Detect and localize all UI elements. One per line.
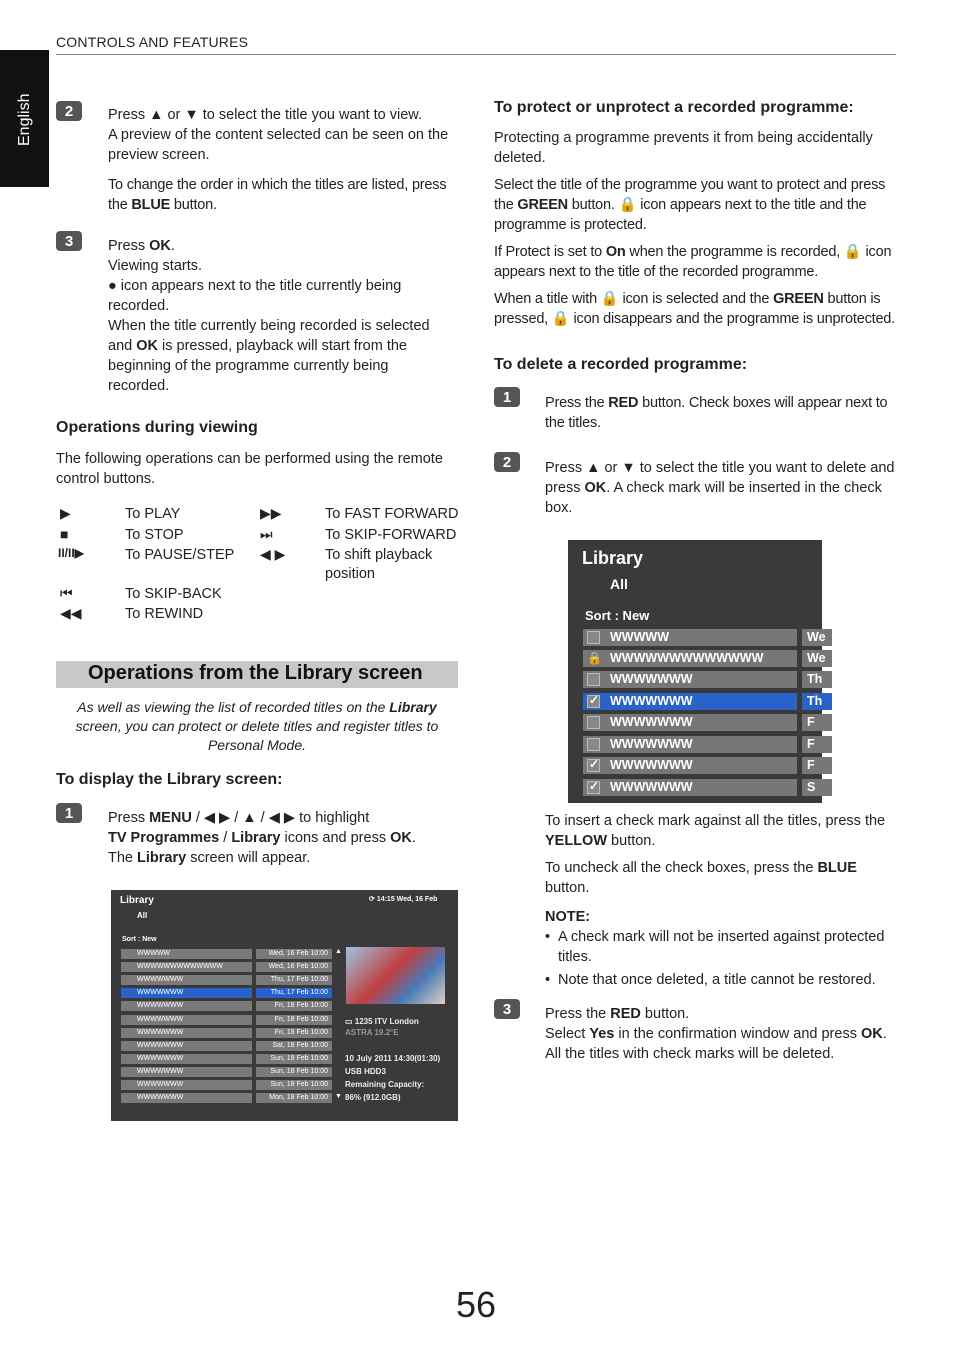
checkbox[interactable] [587,738,600,751]
library-screen-large [568,540,826,803]
remaining-value: 86% (912.0GB) [345,1093,401,1102]
note-item: • A check mark will not be inserted against protected titles. [545,929,885,965]
delete-step-2-badge: 2 [494,452,520,472]
step-3-line2: Viewing starts. [108,258,203,274]
step-2-line3: To change the order in which the titles are listed, press the BLUE button. [108,177,447,213]
list-item-date: Thu, 17 Feb 10:00 [256,988,332,998]
step-1-line1: Press MENU / ◀ ▶ / ▲ / ◀ ▶ to highlight [108,810,370,826]
step-3-line4: When the title currently being recorded is selected and OK is pressed, playback will start from the beginning of the programme currently being recorded. [108,318,430,394]
checkbox[interactable] [587,716,600,729]
step-2-badge: 2 [56,101,82,121]
list-item[interactable]: WWWWWWW [121,1001,252,1011]
step-1-line2: TV Programmes / Library icons and press OK. [108,830,416,846]
ops-heading: Operations during viewing [56,419,258,436]
scroll-down-icon[interactable]: ▼ [335,1093,342,1100]
list-item[interactable]: WWWWWWW [121,1080,252,1090]
op-skip-back: To SKIP-BACK [125,586,222,602]
library-sort: Sort : New [585,608,650,623]
note-heading: NOTE: [545,909,591,925]
delete-step-3-badge: 3 [494,999,520,1019]
fast-forward-icon: ▶▶ [260,505,282,521]
checkbox-checked[interactable] [587,695,600,708]
channel-icon: ▭ [345,1017,355,1026]
list-item-date: Thu, 17 Feb 10:00 [256,975,332,985]
preview-image [346,947,445,1004]
display-heading: To display the Library screen: [56,771,283,788]
list-item-date: Wed, 16 Feb 10:00 [256,962,332,972]
delete-step-1-text: Press the RED button. Check boxes will appear next to the titles. [545,395,888,431]
op-play: To PLAY [125,506,181,522]
list-item-date: S [802,779,832,796]
step-2-line1: Press ▲ or ▼ to select the title you want to view. [108,107,423,123]
protect-heading: To protect or unprotect a recorded programme: [494,99,854,116]
refresh-icon: ⟳ [369,896,377,903]
lock-icon: 🔒 [587,651,602,665]
list-item[interactable]: WWWWWWW [583,736,797,753]
page-number: 56 [456,1284,497,1325]
list-item[interactable]: ✓ WWWWWWW [583,757,797,774]
list-item[interactable]: WWWWWWW [121,1015,252,1025]
checkbox-checked[interactable] [587,781,600,794]
list-item[interactable]: WWWWWWW [121,1041,252,1051]
note-item: • Note that once deleted, a title cannot be restored. [545,972,876,988]
uncheck-all-text: To uncheck all the check boxes, press the BLUE button. [545,860,857,896]
remaining-label: Remaining Capacity: [345,1080,425,1089]
step-2-text [108,105,460,215]
list-item-date: Wed, 16 Feb 10:00 [256,949,332,959]
op-rewind: To REWIND [125,606,204,622]
list-item[interactable]: ✓ WWWWWWW [583,779,797,796]
section-header: CONTROLS AND FEATURES [56,34,249,50]
library-filter: All [137,911,148,920]
play-icon: ▶ [60,505,71,521]
delete-step-3-line3: All the titles with check marks will be deleted. [545,1046,835,1062]
list-item[interactable]: WWWWWWW [121,1093,252,1103]
stop-icon: ■ [60,526,69,542]
language-label: English [16,93,33,147]
op-fast-forward: To FAST FORWARD [325,506,459,522]
op-skip-forward: To SKIP-FORWARD [325,527,457,543]
step-1-badge: 1 [56,803,82,823]
delete-step-1-badge: 1 [494,387,520,407]
list-item[interactable]: WWWWW [121,949,252,959]
step-3-line3: ● icon appears next to the title currently being recorded. [108,278,402,314]
recording-date: 10 July 2011 14:30(01:30) [345,1054,441,1063]
list-item-date: Sun, 18 Feb 10:00 [256,1080,332,1090]
library-clock: ⟳ 14:15 Wed, 16 Feb [369,896,438,903]
storage-device: USB HDD3 [345,1067,386,1076]
delete-step-2-text: Press ▲ or ▼ to select the title you want to delete and press OK. A check mark will be inserted in the check box. [545,460,895,516]
op-shift: To shift playback position [325,547,433,582]
channel-info: ▭ 1235 ITV London [345,1017,419,1026]
list-item[interactable]: WWWWWWW [121,1067,252,1077]
list-item-selected[interactable]: WWWWWWW [121,988,252,998]
list-item-date: Sun, 18 Feb 10:00 [256,1067,332,1077]
delete-heading: To delete a recorded programme: [494,356,748,373]
list-item-date: Fri, 18 Feb 10:00 [256,1028,332,1038]
list-item[interactable]: WWWWWWWWWWWWW [121,962,252,972]
protect-p3: If Protect is set to On when the programme is recorded, 🔒 icon appears next to the title of the recorded programme. [494,244,892,280]
library-filter: All [610,576,628,592]
list-item-date: F [802,714,832,731]
checkbox[interactable] [587,631,600,644]
header-rule [56,54,896,55]
delete-step-3-line2: Select Yes in the confirmation window and press OK. [545,1026,887,1042]
library-title: Library [582,548,644,568]
section-intro: As well as viewing the list of recorded titles on the Library screen, you can protect or delete titles and register titles to Personal Mode. [75,699,439,753]
list-item-date: Fri, 18 Feb 10:00 [256,1001,332,1011]
ops-intro: The following operations can be performed using the remote control buttons. [56,451,443,487]
list-item-date: Th [802,693,832,710]
step-3-text [108,236,453,396]
list-item-date: Sun, 18 Feb 10:00 [256,1054,332,1064]
library-title: Library [120,895,154,906]
protect-p2: Select the title of the programme you want to protect and press the GREEN button. 🔒 icon appears next to the title and the programme is protected. [494,177,886,233]
step-1-line3: The Library screen will appear. [108,850,311,866]
shift-icon: ◀ ▶ [260,546,286,562]
list-item[interactable]: WWWWWWW [121,1054,252,1064]
list-item-selected[interactable]: ✓ WWWWWWW [583,693,797,710]
library-screen-small [111,890,458,1121]
list-item[interactable]: WWWWWWW [121,1028,252,1038]
list-item-date: Sat, 18 Feb 10:00 [256,1041,332,1051]
scroll-up-icon[interactable]: ▲ [335,948,342,955]
library-sort: Sort : New [122,936,157,943]
satellite-info: ASTRA 19.2°E [345,1028,399,1037]
list-item-date: We [802,650,832,667]
step-3-line1: Press OK. [108,238,175,254]
delete-step-3-text [545,1004,897,1064]
list-item-date: Fri, 18 Feb 10:00 [256,1015,332,1025]
insert-all-text: To insert a check mark against all the titles, press the YELLOW button. [545,813,886,849]
list-item-date: We [802,629,832,646]
protect-p4: When a title with 🔒 icon is selected and the GREEN button is pressed, 🔒 icon disappears and the programme is unprotected. [494,291,896,327]
step-2-line2: A preview of the content selected can be seen on the preview screen. [108,127,449,163]
op-pause: To PAUSE/STEP [125,547,235,563]
skip-back-icon: ⏮ [60,585,73,601]
protect-body [494,128,896,329]
list-item[interactable]: WWWWWWW [121,975,252,985]
list-item-date: Th [802,671,832,688]
list-item[interactable]: WWWWW [583,629,797,646]
op-stop: To STOP [125,527,184,543]
pause-step-icon: II/II▶ [58,546,84,560]
step-3-badge: 3 [56,231,82,251]
section-title: Operations from the Library screen [88,662,423,684]
delete-step-3-line1: Press the RED button. [545,1006,690,1022]
step-1-text [108,808,458,868]
list-item-date: F [802,736,832,753]
checkbox[interactable] [587,673,600,686]
list-item-date: Mon, 18 Feb 10:00 [256,1093,332,1103]
list-item[interactable]: 🔒 WWWWWWWWWWWWW [583,650,797,667]
list-item[interactable]: WWWWWWW [583,714,797,731]
skip-forward-icon: ⏭ [260,526,273,542]
list-item[interactable]: WWWWWWW [583,671,797,688]
checkbox-checked[interactable] [587,759,600,772]
list-item-date: F [802,757,832,774]
protect-p1: Protecting a programme prevents it from being accidentally deleted. [494,130,873,166]
rewind-icon: ◀◀ [60,605,82,621]
after-screen-text [545,811,897,990]
